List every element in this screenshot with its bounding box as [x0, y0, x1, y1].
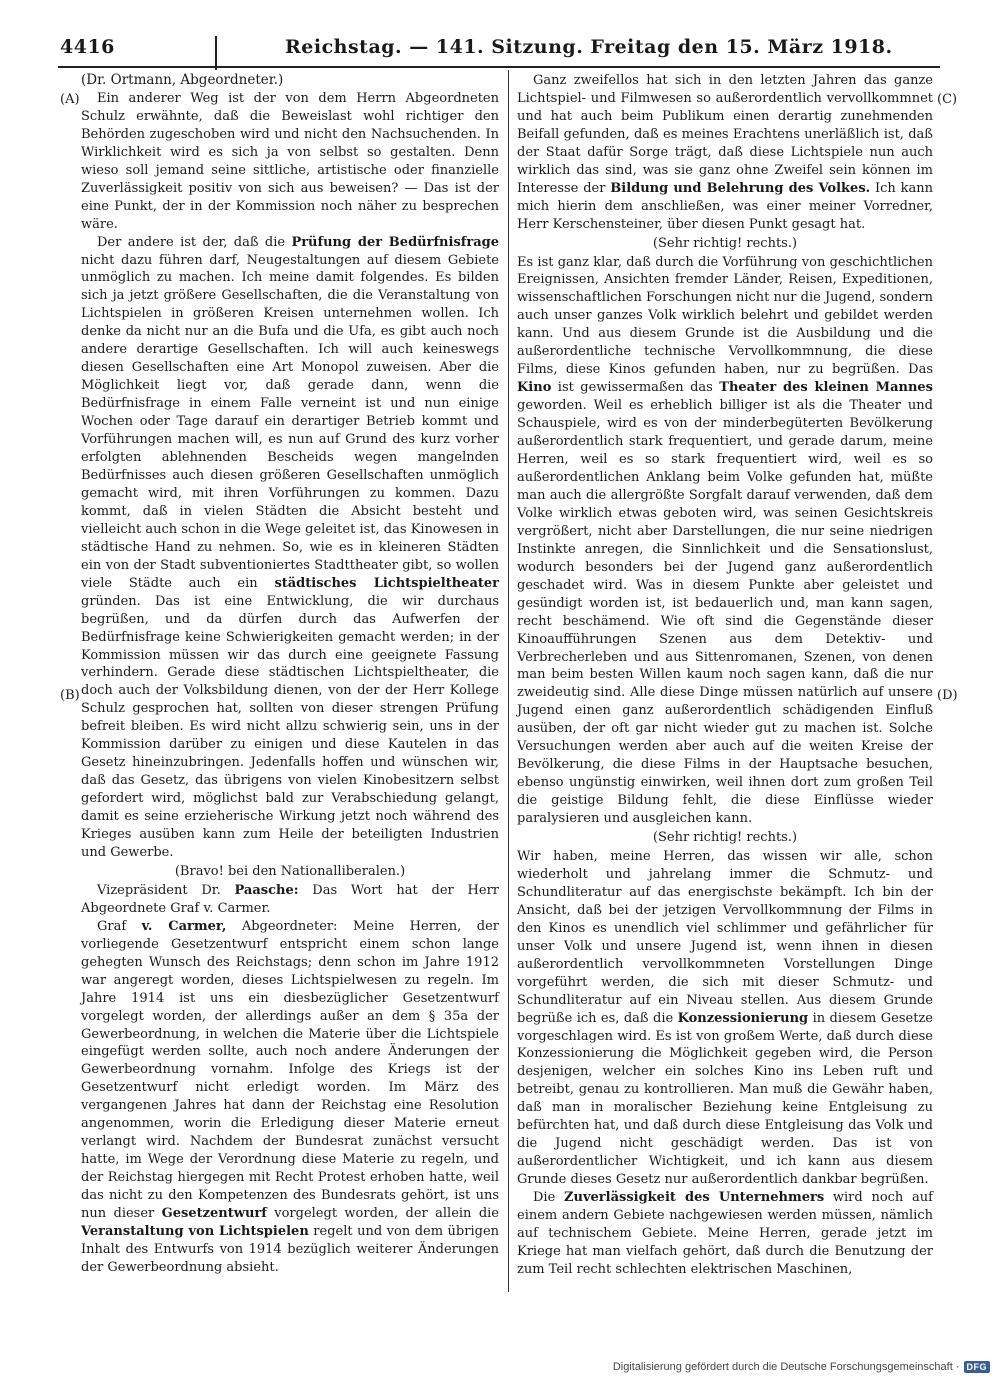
paragraph: Ein anderer Weg ist der von dem Herrn Abgeordneten Schulz erwähnte, daß die Beweislast wohl richtiger den Behörden zugeschoben wird und nicht den Nachsuchenden. In Wirklichkeit wird es sich ja von selbst so gestalten. Denn wieso soll jemand seine sittliche, artistische oder finanzielle Zuverlässigkeit positiv von sich aus beweisen? — Das ist der eine Punkt, der in der Kommission noch näher zu besprechen wäre. [81, 90, 499, 232]
page-title: Reichstag. — 141. Sitzung. Freitag den 15. März 1918. [285, 36, 893, 58]
left-column [81, 72, 499, 1277]
paragraph: Graf v. Carmer, Abgeordneter: Meine Herren, der vorliegende Gesetzentwurf entspricht einem schon lange gehegten Wunsch des Reichstags; denn schon im Jahre 1912 war angeregt worden, dieses Lichtspielwesen zu regeln. Im Jahre 1914 ist uns ein diesbezüglicher Gesetzentwurf vorgelegt worden, der allerdings außer an dem § 35a der Gewerbeordnung, in welchen die Materie über die Lichtspiele eingefügt werden sollte, auch noch andere Änderungen der Gewerbeordnung vornahm. Infolge des Kriegs ist der Gesetzentwurf nicht erledigt worden. Im März des vergangenen Jahres hat dann der Reichstag eine Resolution angenommen, worin die Erledigung dieser Materie erneut verlangt wird. Nachdem der Bundesrat zunächst versucht hatte, im Wege der Verordnung diese Materie zu regeln, und der Reichstag hiergegen mit Recht Protest erhoben hatte, weil das nicht zu den Kompetenzen des Bundesrats gehört, ist uns nun dieser Gesetzentwurf vorgelegt worden, der allein die Veranstaltung von Lichtspielen regelt und von dem übrigen Inhalt des Entwurfs von 1914 bezüglich weiterer Änderungen der Gewerbeordnung absieht. [81, 918, 500, 1275]
page-number: 4416 [60, 36, 115, 58]
speaker-header: (Dr. Ortmann, Abgeordneter.) [81, 72, 284, 88]
right-column [517, 72, 933, 1279]
footer-text: Digitalisierung gefördert durch die Deutsche Forschungsgemeinschaft · [612, 1361, 960, 1373]
margin-mark-d: (D) [937, 688, 958, 703]
page-header [60, 36, 950, 64]
interjection-note: (Sehr richtig! rechts.) [652, 235, 798, 251]
paragraph: Es ist ganz klar, daß durch die Vorführung von geschichtlichen Ereignissen, Ansichten fremder Länder, Reisen, Expeditionen, wissenschaftlichen Forschungen nicht nur die Jugend, sondern auch unser ganzes Volk wirklich belehrt und gebildet werden kann. Und aus diesem Grunde ist die Ausbildung und die außerordentliche technische Vervollkommnung, die diese Films, diese Kinos gefunden haben, nur zu begrüßen. Das Kino ist gewissermaßen das Theater des kleinen Mannes geworden. Weil es erheblich billiger ist als die Theater und Schauspiele, wird es von der minderbegüterten Bevölkerung außerordentlich stark frequentiert, und gerade darum, meine Herren, weil es so stark frequentiert wird, weil es so außerordentlichen Anklang beim Volke gefunden hat, müßte man auch die allergrößte Sorgfalt darauf verwenden, daß dem Volke wirklich etwas geboten wird, was seinen Gesichtskreis vergrößert, nicht aber Darstellungen, die nur seine niedrigen Instinkte anregen, die Sinnlichkeit und die Sensationslust, wodurch besonders bei der Jugend ganz außerordentlich geschadet wird. Was in diesem Punkte aber geleistet und gesündigt worden ist, ist bedauerlich und, man kann sagen, recht beschämend. Wie oft sind die Gegenstände dieser Kinoaufführungen Szenen aus dem Detektiv- und Verbrecherleben und aus Sittenromanen, Szenen, von denen man beim besten Willen kaum noch sagen kann, daß die nur zweideutig sind. Alle diese Dinge müssen natürlich auf unsere Jugend einen ganz außerordentlich schädigenden Einfluß ausüben, der oft gar nicht wieder gut zu machen ist. Solche Versuchungen werden aber auch auf die weiten Kreise der Bevölkerung, die diese Films in der Hauptsache besuchen, ebenso ungünstig einwirken, weil ihnen dort zum großen Teil die geistige Bildung fehlt, die diese Einflüsse wieder paralysieren und ausgleichen kann. [517, 254, 933, 827]
dfg-logo: DFG [964, 1361, 991, 1373]
header-rule [58, 66, 940, 68]
margin-mark-c: (C) [937, 92, 958, 107]
footer-credit [613, 1359, 990, 1375]
paragraph: Die Zuverlässigkeit des Unternehmers wird noch auf einem andern Gebiete nachgewiesen werden müssen, nämlich auf technischem Gebiete. Meine Herren, gerade jetzt im Kriege hat man vielfach gehört, daß durch die Benutzung der zum Teil recht schlechten elektrischen Maschinen, [517, 1190, 933, 1277]
applause-note: (Bravo! bei den Nationalliberalen.) [174, 863, 406, 879]
paragraph: Der andere ist der, daß die Prüfung der Bedürfnisfrage nicht dazu führen darf, Neugestaltungen auf diesem Gebiete unmöglich zu machen. Ich meine damit folgendes. Es bilden sich ja jetzt größere Gesellschaften, die die Veranstaltung von Lichtspielen in größeren Kreisen unternehmen wollen. Ich denke da nicht nur an die Bufa und die Ufa, es gibt auch noch andere derartige Gesellschaften. Ich will auch keineswegs diesen Gesellschaften eine Art Monopol zuweisen. Aber die Möglichkeit liegt vor, daß gerade dann, wenn die Bedürfnisfrage in einem Falle verneint ist und nun einige Wochen oder Tage darauf ein derartiger Betrieb kommt und Vorführungen machen will, es nun auf Grund des kurz vorher erfolgten ablehnenden Bescheids wegen mangelnden Bedürfnisses auch diesen größeren Gesellschaften unmöglich gemacht wird, mit ihren Vorführungen zu kommen. Dazu kommt, daß in vielen Städten die Absicht besteht und vielleicht auch schon in die Wege geleitet ist, das Kinowesen in städtische Hand zu nehmen. So, wie es in kleineren Städten ein von der Stadt subventioniertes Stadttheater gibt, so wollen viele Städte auch ein städtisches Lichtspieltheater gründen. Das ist eine Entwicklung, die wir durchaus begrüßen, und da dürfen durch das Aufwerfen der Bedürfnisfrage keine Schwierigkeiten gemacht werden; in der Kommission müssen wir das durch eine geeignete Fassung verhindern. Gerade diese städtischen Lichtspieltheater, die doch auch der Volksbildung dienen, von der der Herr Kollege Schulz gesprochen hat, sollten von dieser strengen Prüfung befreit bleiben. Es wird nicht allzu schwierig sein, uns in der Kommission darüber zu einigen und diese Kautelen in das Gesetz hineinzubringen. Jedenfalls hoffen und wünschen wir, daß das Gesetz, das übrigens von vielen Kinobesitzern selbst gefordert wird, möglichst bald zur Verabschiedung gelangt, damit es seine erzieherische Wirkung jetzt noch während des Krieges ausüben kann zum Heile der beteiligten Industrien und Gewerbe. [81, 234, 499, 860]
interjection-note: (Sehr richtig! rechts.) [652, 830, 798, 846]
margin-mark-b: (B) [60, 688, 80, 703]
header-divider-mark [215, 36, 217, 70]
paragraph: Wir haben, meine Herren, das wissen wir alle, schon wiederholt und jahrelang immer die Schmutz- und Schundliteratur auf das energischste bekämpft. Ich bin der Ansicht, daß bei der jetzigen Vervollkommnung der Films in den Kinos es unendlich viel schlimmer und gefährlicher für unser Volk und unsere Jugend ist, wenn ihnen in diesen außerordentlich vervollkommneten Vorstellungen Dinge vorgeführt werden, die sich mit dieser Schmutz- und Schundliteratur auf ein Niveau stellen. Aus diesem Grunde begrüße ich es, daß die Konzessionierung in diesem Gesetze vorgeschlagen wird. Es ist von großem Werte, daß durch diese Konzessionierung die Möglichkeit gegeben wird, die Person desjenigen, welcher ein solches Kino ins Leben ruft und betreibt, genau zu kontrollieren. Man muß die Gewähr haben, daß man in moralischer Beziehung keine Entgleisung zu befürchten hat, und daß durch diese Entgleisung das Volk und die Jugend nicht geschädigt werden. Das ist von außerordentlicher Wichtigkeit, und ich kann aus diesem Grunde dieses Gesetz nur außerordentlich dankbar begrüßen. [517, 848, 933, 1188]
paragraph: Ganz zweifellos hat sich in den letzten Jahren das ganze Lichtspiel- und Filmwesen so außerordentlich vervollkommnet und hat auch beim Publikum einen derartig zunehmenden Beifall gefunden, daß es meines Erachtens unerläßlich ist, daß der Staat dafür Sorge trägt, daß diese Lichtspiele nun auch wirklich das sind, was sie ganz ohne Zweifel sein können im Interesse der Bildung und Belehrung des Volkes. Ich kann mich hierin dem anschließen, was einer meiner Vorredner, Herr Kerschensteiner, über diesen Punkt gesagt hat. [517, 73, 933, 232]
paragraph: Vizepräsident Dr. Paasche: Das Wort hat der Herr Abgeordnete Graf v. Carmer. [81, 882, 499, 916]
margin-mark-a: (A) [60, 92, 80, 107]
column-divider [508, 70, 509, 1292]
